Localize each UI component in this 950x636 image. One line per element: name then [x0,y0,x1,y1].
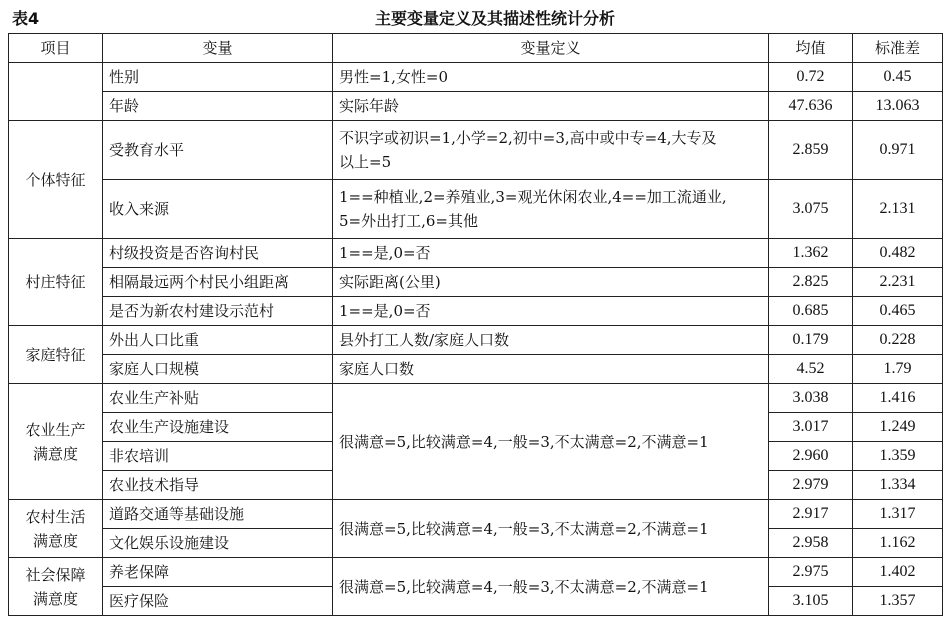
sd-cell: 0.971 [853,121,943,180]
header-mean: 均值 [769,34,853,63]
definition-cell: 1==是,0=否 [333,297,769,326]
table-row [9,326,943,355]
statistics-table [8,33,943,616]
group-name-line: 满意度 [32,589,78,608]
group-cell: 个体特征 [9,121,103,239]
mean-cell: 2.825 [769,268,853,297]
definition-cell: 很满意=5,比较满意=4,一般=3,不太满意=2,不满意=1 [333,500,769,558]
variable-cell: 农业技术指导 [103,471,333,500]
variable-cell: 是否为新农村建设示范村 [103,297,333,326]
mean-cell: 2.960 [769,442,853,471]
mean-cell: 2.859 [769,121,853,180]
variable-cell: 外出人口比重 [103,326,333,355]
definition-line: 1==种植业,2=养殖业,3=观光休闲农业,4==加工流通业, [339,188,727,206]
header-sd: 标准差 [853,34,943,63]
table-row [9,384,943,413]
definition-cell: 县外打工人数/家庭人口数 [333,326,769,355]
table-number: 表4 [12,9,40,28]
header-row [9,34,943,63]
group-cell: 村庄特征 [9,239,103,326]
definition-line: 5=外出打工,6=其他 [339,212,478,230]
table-row [9,500,943,529]
sd-cell: 1.416 [853,384,943,413]
sd-cell: 1.359 [853,442,943,471]
definition-cell [333,121,769,180]
definition-line: 以上=5 [339,153,392,171]
definition-cell: 很满意=5,比较满意=4,一般=3,不太满意=2,不满意=1 [333,384,769,500]
table-title: 主要变量定义及其描述性统计分析 [374,9,615,28]
variable-cell: 农业生产补贴 [103,384,333,413]
mean-cell: 3.038 [769,384,853,413]
definition-cell: 实际年龄 [333,92,769,121]
sd-cell: 0.482 [853,239,943,268]
group-cell: 家庭特征 [9,326,103,384]
group-cell [9,558,103,616]
mean-cell: 3.017 [769,413,853,442]
variable-cell: 养老保障 [103,558,333,587]
mean-cell: 2.975 [769,558,853,587]
mean-cell: 47.636 [769,92,853,121]
variable-cell: 性别 [103,63,333,92]
table-row [9,239,943,268]
sd-cell: 0.228 [853,326,943,355]
mean-cell: 2.979 [769,471,853,500]
sd-cell: 1.249 [853,413,943,442]
group-cell [9,500,103,558]
group-name-line: 农业生产 [25,420,86,439]
definition-line: 不识字或初识=1,小学=2,初中=3,高中或中专=4,大专及 [339,129,717,147]
group-name-line: 满意度 [32,444,78,463]
mean-cell: 3.075 [769,180,853,239]
definition-cell: 男性=1,女性=0 [333,63,769,92]
table-row [9,297,943,326]
header-item: 项目 [9,34,103,63]
sd-cell: 1.79 [853,355,943,384]
mean-cell: 2.958 [769,529,853,558]
group-name-line: 满意度 [32,531,78,550]
mean-cell: 3.105 [769,587,853,616]
group-name-line: 社会保障 [25,565,86,584]
definition-cell: 实际距离(公里) [333,268,769,297]
header-variable: 变量 [103,34,333,63]
definition-cell: 家庭人口数 [333,355,769,384]
variable-cell: 受教育水平 [103,121,333,180]
sd-cell: 1.334 [853,471,943,500]
table-row [9,355,943,384]
group-cell [9,63,103,121]
sd-cell: 1.317 [853,500,943,529]
variable-cell: 收入来源 [103,180,333,239]
variable-cell: 村级投资是否咨询村民 [103,239,333,268]
sd-cell: 13.063 [853,92,943,121]
sd-cell: 1.162 [853,529,943,558]
mean-cell: 0.179 [769,326,853,355]
mean-cell: 0.685 [769,297,853,326]
sd-cell: 1.402 [853,558,943,587]
table-caption [0,4,950,28]
definition-cell: 很满意=5,比较满意=4,一般=3,不太满意=2,不满意=1 [333,558,769,616]
variable-cell: 年龄 [103,92,333,121]
table-row [9,558,943,587]
variable-cell: 相隔最远两个村民小组距离 [103,268,333,297]
variable-cell: 文化娱乐设施建设 [103,529,333,558]
variable-cell: 非农培训 [103,442,333,471]
sd-cell: 2.231 [853,268,943,297]
mean-cell: 2.917 [769,500,853,529]
variable-cell: 道路交通等基础设施 [103,500,333,529]
mean-cell: 0.72 [769,63,853,92]
definition-cell [333,180,769,239]
sd-cell: 0.45 [853,63,943,92]
variable-cell: 医疗保险 [103,587,333,616]
variable-cell: 农业生产设施建设 [103,413,333,442]
table-row [9,180,943,239]
mean-cell: 4.52 [769,355,853,384]
table-row [9,92,943,121]
group-name-line: 农村生活 [25,507,86,526]
sd-cell: 2.131 [853,180,943,239]
header-definition: 变量定义 [333,34,769,63]
table-row [9,121,943,180]
variable-cell: 家庭人口规模 [103,355,333,384]
group-cell [9,384,103,500]
sd-cell: 0.465 [853,297,943,326]
definition-cell: 1==是,0=否 [333,239,769,268]
table-row [9,63,943,92]
sd-cell: 1.357 [853,587,943,616]
mean-cell: 1.362 [769,239,853,268]
table-row [9,268,943,297]
